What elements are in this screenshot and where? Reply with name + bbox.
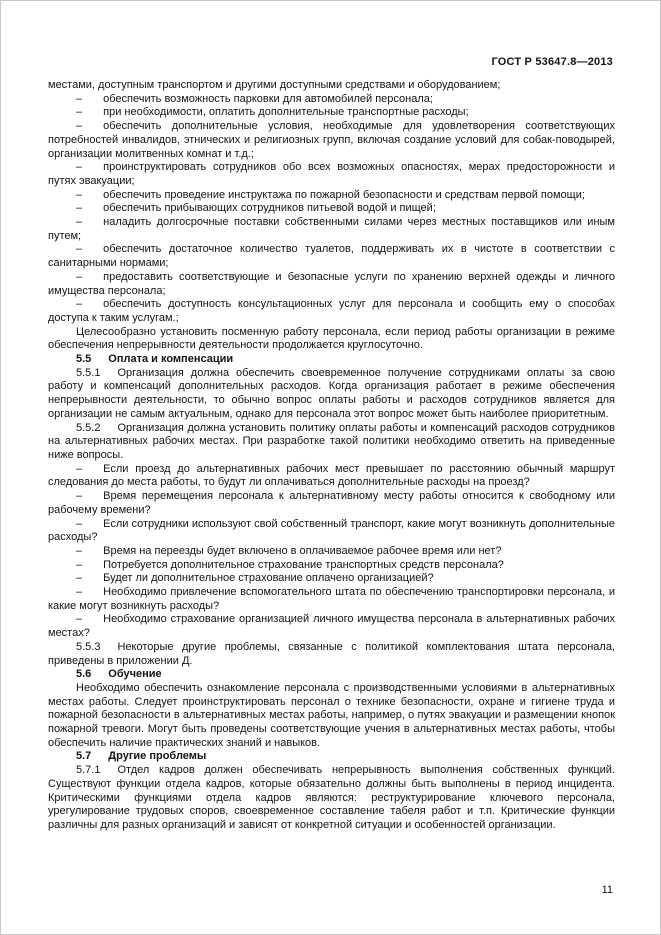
list-item-text: Необходимо привлечение вспомогательного штата по обеспечению транспортировки персонала, и какие могут возникнуть расходы? — [48, 586, 615, 612]
section-heading — [48, 668, 615, 682]
dash-mark: – — [76, 270, 83, 283]
clause-number: 5.7.1 — [76, 764, 101, 777]
dash-mark: – — [76, 572, 83, 585]
list-item-text: Необходимо страхование организацией личного имущества персонала в альтернативных рабочих местах? — [48, 613, 615, 640]
list-item — [48, 586, 615, 613]
list-item — [48, 202, 615, 216]
section-number: 5.7 — [76, 750, 92, 763]
list-item-text: обеспечить дополнительные условия, необходимые для удовлетворения соответствующих потребностей инвалидов, этнических и религиозных групп, включая создание условий для собак-поводырей, организации молитвенных комнат и т.д.; — [48, 120, 615, 160]
list-item-text: Время на переезды будет включено в оплачиваемое рабочее время или нет? — [103, 544, 502, 557]
dash-mark: – — [76, 188, 83, 201]
dash-mark: – — [76, 586, 83, 599]
clause-number: 5.5.2 — [76, 421, 101, 434]
section-heading — [48, 750, 615, 764]
list-item — [48, 298, 615, 325]
document-header — [491, 56, 613, 68]
dash-mark: – — [76, 544, 83, 557]
dash-mark: – — [76, 462, 83, 475]
page-number: 11 — [601, 884, 613, 896]
list-item-text: обеспечить проведение инструктажа по пожарной безопасности и средствам первой помощи; — [103, 188, 585, 201]
list-item — [48, 120, 615, 161]
paragraph — [48, 682, 615, 751]
section-title: Другие проблемы — [108, 750, 207, 763]
dash-mark: – — [76, 106, 83, 119]
paragraph-text: Отдел кадров должен обеспечивать непрерывность выполнения собственных функций. Существуют функции отдела кадров, которые обязательно должны быть выполнены в период инцидента. Критическими функциями отдела кадров являются: реструктурирование ключевого персонала, урегулирование трудовых споров, своевременное составление табеля работ и т.п. Критические функции различны для разных организаций и зависят от конкретной ситуации и особенностей организации. — [48, 764, 615, 831]
numbered-paragraph — [48, 764, 615, 833]
list-item-text: Если проезд до альтернативных рабочих мест превышает по расстоянию обычный маршрут следования до места работы, то будут ли оплачиваться дополнительные расходы на проезд? — [48, 462, 615, 489]
list-item — [48, 463, 615, 490]
numbered-paragraph — [48, 422, 615, 463]
list-item-text: Будет ли дополнительное страхование оплачено организацией? — [103, 572, 434, 585]
paragraph-text: Целесообразно установить посменную работу персонала, если период работы организации в режиме обеспечения непрерывности деятельности продолжается круглосуточно. — [48, 325, 615, 352]
section-number: 5.5 — [76, 353, 92, 366]
numbered-paragraph — [48, 641, 615, 668]
dash-mark: – — [76, 120, 83, 133]
list-item — [48, 216, 615, 243]
list-item — [48, 613, 615, 640]
dash-mark: – — [76, 202, 83, 215]
dash-mark: – — [76, 613, 83, 626]
numbered-paragraph — [48, 367, 615, 422]
list-item — [48, 518, 615, 545]
list-item-text: Время перемещения персонала к альтернативному месту работы относится к свободному или рабочему времени? — [48, 490, 615, 516]
paragraph-text: Организация должна установить политику оплаты работы и компенсаций расходов сотрудников на альтернативных рабочих местах. При разработке такой политики необходимо ответить на приведенные ниже вопросы. — [48, 421, 615, 461]
list-item — [48, 243, 615, 270]
dash-mark: – — [76, 216, 83, 229]
document-content — [48, 79, 615, 833]
list-item — [48, 271, 615, 298]
list-item-text: при необходимости, оплатить дополнительные транспортные расходы; — [103, 106, 469, 119]
standard-number: ГОСТ Р 53647.8—2013 — [491, 56, 613, 68]
list-item — [48, 189, 615, 203]
dash-mark: – — [76, 92, 83, 105]
paragraph — [48, 79, 615, 93]
section-title: Обучение — [108, 668, 162, 681]
list-item — [48, 545, 615, 559]
list-item-text: обеспечить достаточное количество туалетов, поддерживать их в чистоте в соответствии с санитарными нормами; — [48, 243, 615, 270]
paragraph — [48, 326, 615, 353]
list-item — [48, 93, 615, 107]
dash-mark: – — [76, 161, 83, 174]
dash-mark: – — [76, 490, 83, 503]
section-heading — [48, 353, 615, 367]
list-item-text: Потребуется дополнительное страхование транспортных средств персонала? — [103, 558, 504, 571]
list-item-text: обеспечить доступность консультационных услуг для персонала и сообщить ему о способах доступа к таким услугам.; — [48, 298, 615, 324]
section-title: Оплата и компенсации — [108, 353, 234, 366]
clause-number: 5.5.3 — [76, 640, 101, 653]
list-item-text: обеспечить прибывающих сотрудников питьевой водой и пищей; — [103, 202, 436, 215]
list-item — [48, 572, 615, 586]
list-item-text: предоставить соответствующие и безопасные услуги по хранению верхней одежды и личного имущества персонала; — [48, 270, 615, 297]
list-item — [48, 559, 615, 573]
clause-number: 5.5.1 — [76, 366, 101, 379]
paragraph-text: Организация должна обеспечить своевременное получение сотрудниками оплаты за свою работу и компенсаций дополнительных расходов. Когда организация работает в режиме обеспечения непрерывности деятельности, то обычно вопрос оплаты работы и расходов сотрудников является для организации не самым актуальным, однако для персонала этот вопрос может быть наиболее приоритетным. — [48, 366, 615, 420]
list-item — [48, 106, 615, 120]
dash-mark: – — [76, 298, 83, 311]
dash-mark: – — [76, 558, 83, 571]
list-item-text: обеспечить возможность парковки для автомобилей персонала; — [103, 92, 433, 105]
list-item — [48, 161, 615, 188]
list-item-text: Если сотрудники используют свой собственный транспорт, какие могут возникнуть дополнительные расходы? — [48, 517, 615, 544]
paragraph-text: Необходимо обеспечить ознакомление персонала с производственными условиями в альтернативных местах работы. Следует проинструктировать персонал о технике безопасности, охране и гигиене труда и пожарной безопасности в альтернативных местах работы, например, о путях эвакуации и размещении кнопок пожарной тревоги. Могут быть проведены соответствующие учения в альтернативных местах работы, чтобы обеспечить наличие практических знаний и навыков. — [48, 681, 615, 749]
dash-mark: – — [76, 243, 83, 256]
list-item-text: наладить долгосрочные поставки собственными силами через местных поставщиков или иным путем; — [48, 216, 615, 242]
dash-mark: – — [76, 517, 83, 530]
section-number: 5.6 — [76, 668, 92, 681]
list-item — [48, 490, 615, 517]
list-item-text: проинструктировать сотрудников обо всех возможных опасностях, мерах предосторожности и путях эвакуации; — [48, 161, 615, 187]
paragraph-text: Некоторые другие проблемы, связанные с политикой комплектования штата персонала, приведены в приложении Д. — [48, 640, 615, 667]
paragraph-text: местами, доступным транспортом и другими доступными средствами и оборудованием; — [48, 79, 501, 91]
